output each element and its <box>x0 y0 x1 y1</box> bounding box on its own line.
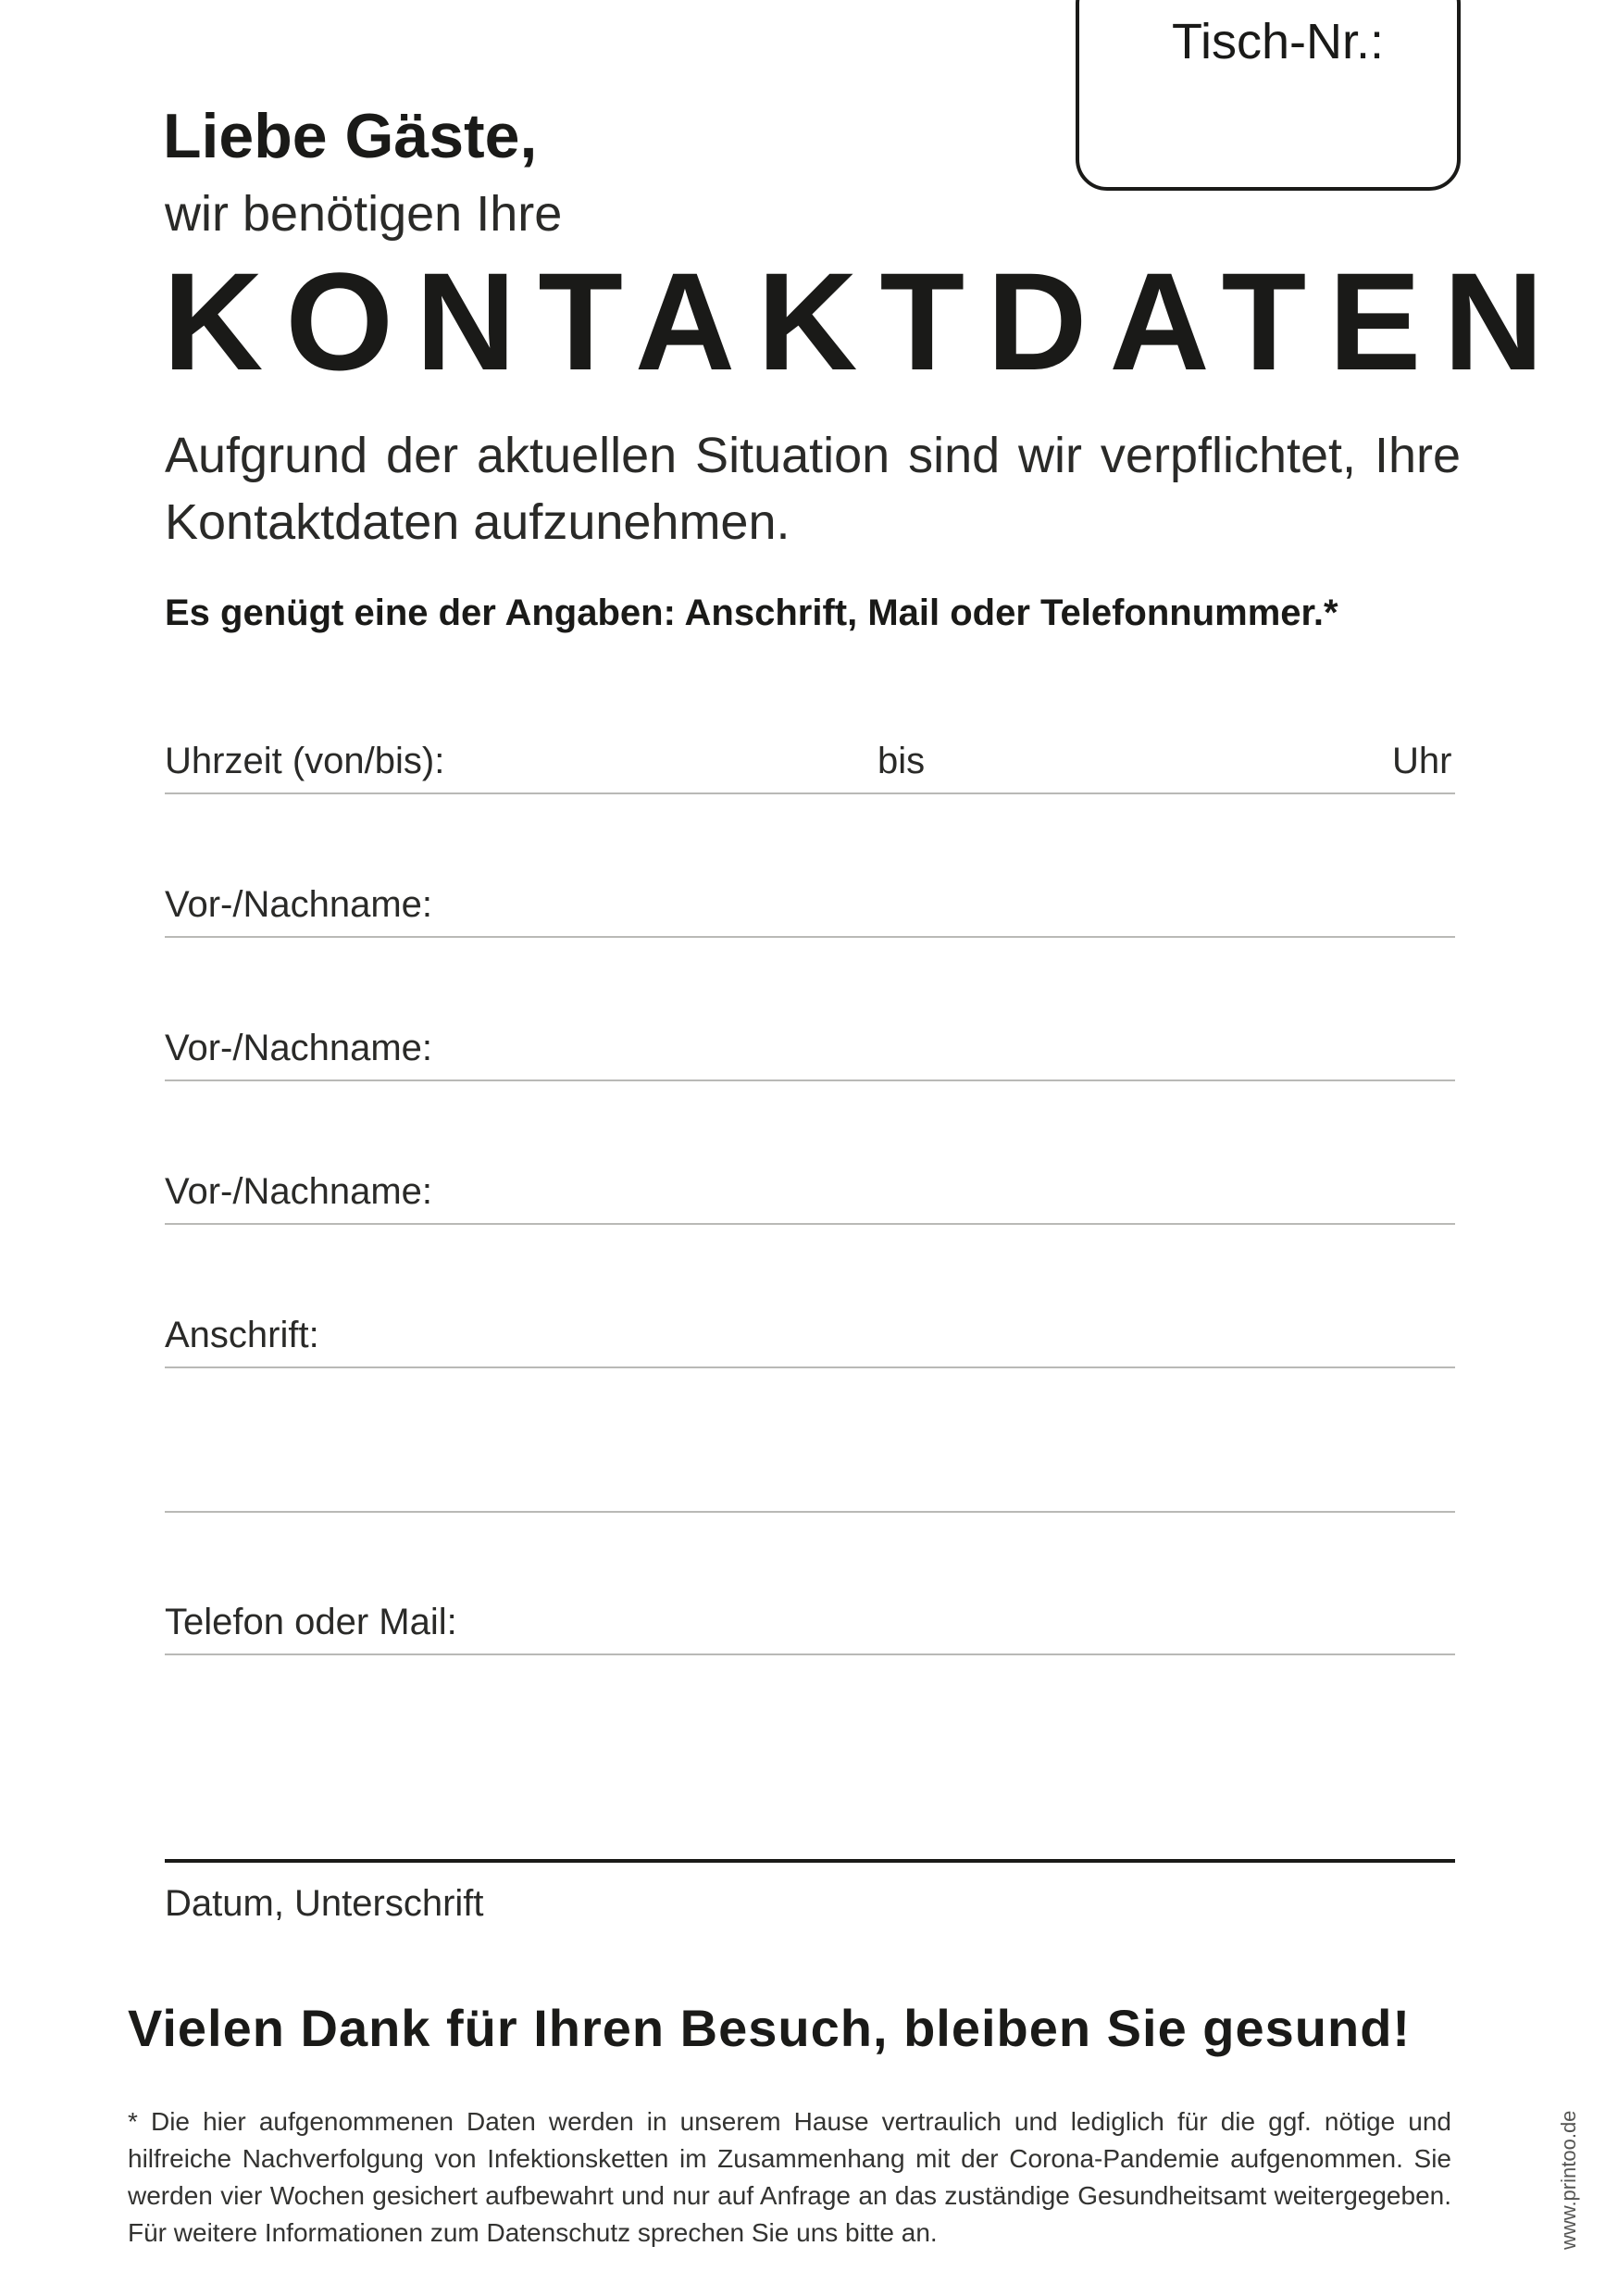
time-to-label: bis <box>877 741 926 781</box>
address-field-line-2[interactable] <box>165 1511 1455 1513</box>
greeting-heading: Liebe Gäste, <box>163 101 538 171</box>
signature-label: Datum, Unterschrift <box>165 1883 484 1924</box>
contact-field[interactable] <box>165 1653 1455 1655</box>
signature-field[interactable] <box>165 1859 1455 1863</box>
name-label-3: Vor-/Nachname: <box>165 1171 433 1212</box>
time-label: Uhrzeit (von/bis): <box>165 741 445 781</box>
reason-paragraph: Aufgrund der aktuellen Situation sind wir verpflichtet, Ihre Kontaktdaten aufzunehmen. <box>165 428 1461 550</box>
thank-you-message: Vielen Dank für Ihren Besuch, bleiben Sie gesund! <box>128 1999 1412 2057</box>
name-field-1[interactable] <box>165 936 1455 938</box>
page-title: KONTAKTDATEN <box>163 243 1566 399</box>
requirement-hint: Es genügt eine der Angaben: Anschrift, Mail oder Telefonnummer.* <box>165 593 1338 633</box>
table-number-label: Tisch-Nr.: <box>1172 14 1384 69</box>
address-field-line-1[interactable] <box>165 1366 1455 1368</box>
time-unit-label: Uhr <box>1392 741 1452 781</box>
website-url: www.printoo.de <box>1557 2110 1580 2250</box>
name-label-2: Vor-/Nachname: <box>165 1028 433 1068</box>
name-label-1: Vor-/Nachname: <box>165 884 433 925</box>
name-field-3[interactable] <box>165 1223 1455 1225</box>
privacy-footnote: * Die hier aufgenommenen Daten werden in unserem Hause vertraulich und lediglich für die ggf. nötige und hilfreiche Nachverfolgung von Infektionsketten im Zusammenhang mit der Corona-Pandemie aufgenommen. Sie werden vier Wochen gesichert aufbewahrt und nur auf Anfrage an das zuständige Gesundheitsamt weitergegeben. Für weitere Informationen zum Datenschutz sprechen Sie uns bitte an. <box>128 2107 1451 2247</box>
intro-text: wir benötigen Ihre <box>165 186 563 242</box>
time-field[interactable] <box>165 792 1455 794</box>
address-label: Anschrift: <box>165 1315 319 1355</box>
contact-label: Telefon oder Mail: <box>165 1602 457 1642</box>
name-field-2[interactable] <box>165 1079 1455 1081</box>
